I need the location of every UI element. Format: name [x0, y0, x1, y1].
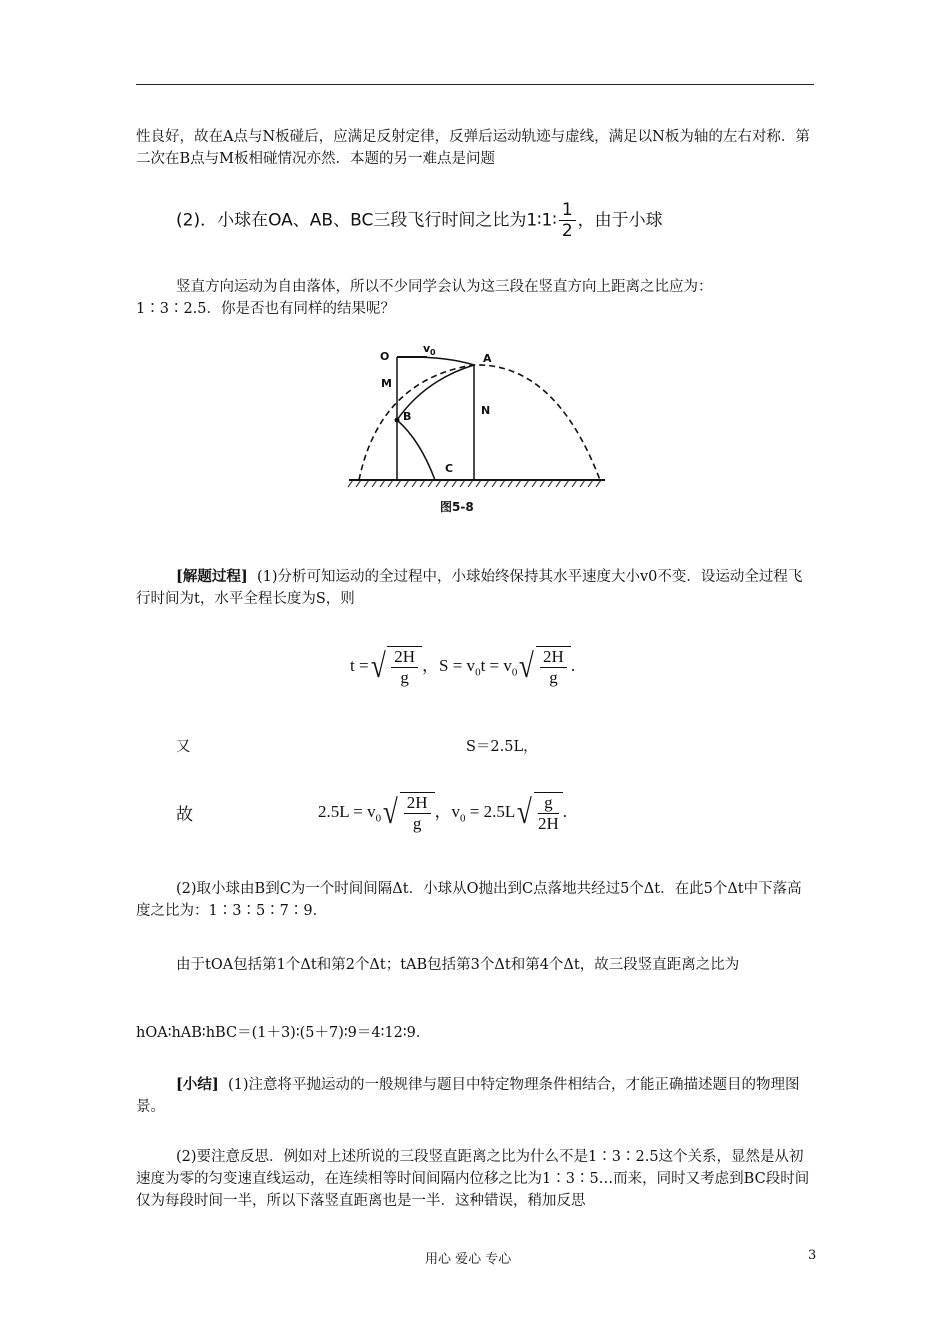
header-rule: [136, 84, 814, 85]
paragraph-misconception-1: 竖直方向运动为自由落体，所以不少同学会认为这三段在竖直方向上距离之比应为：: [176, 279, 713, 295]
label-m: M: [381, 377, 392, 390]
label-b: B: [403, 410, 412, 423]
paragraph-solution: [136, 566, 816, 610]
paragraph-misconception-2: 1∶3∶2.5．你是否也有同样的结果呢？: [136, 301, 396, 317]
q2-prefix: (2)．小球在OA、AB、BC三段飞行时间之比为1∶1∶: [176, 210, 557, 231]
q2-suffix: ，由于小球: [577, 210, 663, 231]
arc-bc: [397, 420, 435, 480]
also-equation: S＝2.5L，: [466, 739, 538, 755]
paragraph-summary-2: (2)要注意反思．例如对上述所说的三段竖直距离之比为什么不是1∶3∶2.5这个关系，显然是从初速度为零的匀变速直线运动，在连续相等时间间隔内位移之比为1∶3∶5…而来，同时又考虑到BC段时间仅为每段时间一半，所以下落竖直距离也是一半．这种错误，稍加反思: [136, 1149, 810, 1209]
point-b-dot: [395, 418, 400, 423]
label-v0: v: [423, 342, 431, 355]
solution-label: [解题过程]: [176, 568, 248, 585]
paragraph-summary-1: [136, 1074, 816, 1118]
equation-v0: $2.5L = v_0√$ $\frac{2H}{g}$ ，$v_0 = 2.5L√$ $\frac{g}{2H}$ .: [318, 793, 567, 833]
footer-center: 用心 爱心 专心: [425, 1252, 512, 1267]
paragraph-reflection: 性良好，故在A点与N板碰后，应满足反射定律，反弹后运动轨迹与虚线，满足以N板为轴的左右对称．第二次在B点与M板相碰情况亦然．本题的另一难点是问题: [136, 129, 810, 167]
figure-caption: 图5-8: [440, 500, 474, 514]
label-a: A: [483, 352, 492, 365]
q2-fraction: $\frac{1}{2}$: [559, 200, 576, 241]
also-label: 又: [176, 739, 191, 755]
label-v0-sub: 0: [430, 348, 436, 357]
summary-text-1: (1)注意将平抛运动的一般规律与题目中特定物理条件相结合，才能正确描述题目的物理图景。: [136, 1077, 800, 1115]
projectile-figure: [345, 340, 607, 490]
ground-hatch: [348, 480, 601, 487]
summary-label: [小结]: [176, 1076, 219, 1093]
dashed-parabola: [359, 365, 600, 480]
paragraph-ratio: hOA∶hAB∶hBC＝(1＋3)∶(5＋7)∶9＝4∶12∶9．: [136, 1025, 431, 1041]
solution-text: (1)分析可知运动的全过程中，小球始终保持其水平速度大小v0不变．设运动全过程飞行时间为t，水平全程长度为S，则: [136, 569, 803, 607]
therefore-label: 故: [176, 805, 193, 825]
arc-oa: [397, 357, 474, 365]
page-number: 3: [808, 1248, 817, 1263]
question-2-line: [176, 200, 816, 241]
paragraph-segments: 由于tOA包括第1个Δt和第2个Δt；tAB包括第3个Δt和第4个Δt，故三段竖直距离之比为: [176, 957, 740, 973]
label-o: O: [380, 350, 390, 363]
equation-t-s: t =√ $\frac{2H}{g}$ ，$S = v_0t = v_0√$ $\frac{2H}{g}$ .: [350, 647, 576, 687]
label-n: N: [481, 404, 491, 417]
label-c: C: [445, 462, 454, 475]
paragraph-time-intervals: (2)取小球由B到C为一个时间间隔Δt．小球从O抛出到C点落地共经过5个Δt．在此5个Δt中下落高度之比为：1∶3∶5∶7∶9．: [136, 881, 802, 919]
